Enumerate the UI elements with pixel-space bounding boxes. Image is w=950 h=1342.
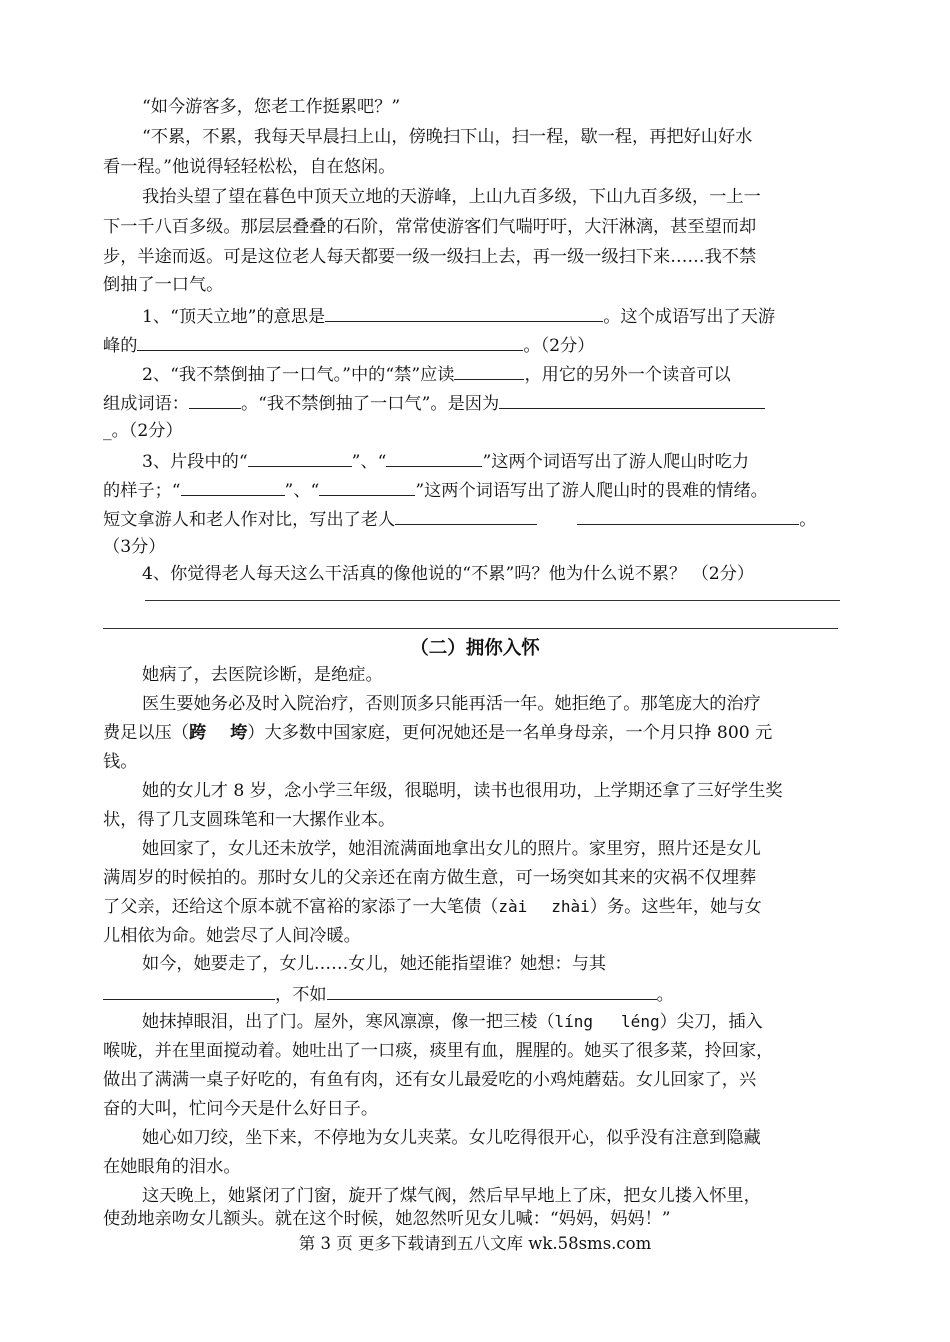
question-text: 峰的: [103, 336, 138, 356]
answer-blank[interactable]: [181, 478, 285, 496]
question-text: ”、“: [351, 452, 387, 472]
pinyin-option: léng: [621, 1012, 660, 1031]
passage-line: 下一千八百多级。那层层叠叠的石阶，常常使游客们气喘吁吁，大汗淋漓，甚至望而却: [103, 217, 757, 237]
question-text: ，用它的另外一个读音可以: [524, 365, 731, 385]
question-text: ”、“: [284, 481, 320, 501]
answer-blank[interactable]: [103, 982, 275, 1000]
question-text: 3、片段中的“: [142, 452, 248, 472]
question-text: 。“我不禁倒抽了一口气”。是因为: [240, 394, 500, 414]
passage-line: 她回家了，女儿还未放学，她泪流满面地拿出女儿的照片。家里穷，照片还是女儿: [142, 839, 761, 859]
passage-line: “不累，不累，我每天早晨扫上山，傍晚扫下山，扫一程，歇一程，再把好山好水: [142, 127, 753, 147]
passage-text: ）务。这些年，她与女: [589, 897, 762, 917]
question-2: [142, 362, 731, 386]
passage-line: 满周岁的时候拍的。那时女儿的父亲还在南方做生意，可一场突如其来的灾祸不仅埋葬: [103, 868, 757, 888]
passage-text: ，不如: [275, 985, 327, 1005]
question-text: 短文拿游人和老人作对比，写出了老人: [103, 510, 396, 530]
question-text: 的样子；“: [103, 481, 181, 501]
answer-blank[interactable]: [386, 449, 482, 467]
passage-text: ）尖刀，插入: [659, 1012, 763, 1032]
question-2-cont: [103, 391, 765, 415]
pinyin-option: zài: [498, 897, 528, 916]
option-word: 跨: [188, 723, 207, 743]
question-text: ”这两个词语写出了游人爬山时吃力: [482, 452, 750, 472]
passage-line: 这天晚上，她紧闭了门窗，旋开了煤气阀，然后早早地上了床，把女儿搂入怀里，: [142, 1186, 761, 1206]
passage-line: 步，半途而返。可是这位老人每天都要一级一级扫上去，再一级一级扫下来……我不禁: [103, 247, 757, 267]
question-text: 组成词语：: [103, 394, 189, 414]
answer-blank[interactable]: [189, 391, 241, 409]
question-3-cont: [103, 478, 768, 502]
passage-line: “如今游客多，您老工作挺累吧？”: [142, 97, 401, 117]
passage-text: ）大多数中国家庭，更何况她还是一名单身母亲，一个月只挣 800 元: [247, 723, 773, 743]
passage-line: 她病了，去医院诊断，是绝症。: [142, 665, 383, 685]
answer-blank[interactable]: [325, 304, 603, 322]
question-text: 1、“顶天立地”的意思是: [142, 307, 326, 327]
passage-line: 她心如刀绞，坐下来，不停地为女儿夹菜。女儿吃得很开心，似乎没有注意到隐藏: [142, 1128, 761, 1148]
answer-blank[interactable]: [248, 449, 352, 467]
passage-text: 了父亲，还给这个原本就不富裕的家添了一大笔债（: [103, 897, 499, 917]
option-word: 垮: [230, 723, 248, 743]
passage-line: 儿相依为命。她尝尽了人间冷暖。: [103, 926, 361, 946]
passage-text: 费足以压（: [103, 723, 189, 743]
page-footer: 第 3 页 更多下载请到五八文库 wk.58sms.com: [298, 1234, 652, 1253]
passage-text: 她抹掉眼泪，出了门。屋外，寒风凛凛，像一把三棱（: [142, 1012, 555, 1032]
answer-blank[interactable]: [319, 478, 415, 496]
question-1: [142, 304, 775, 328]
passage-text: 。: [656, 985, 674, 1005]
passage-line: 状，得了几支圆珠笔和一大摞作业本。: [103, 810, 396, 830]
section-title: （二）拥你入怀: [410, 638, 540, 659]
answer-blank[interactable]: [395, 507, 537, 525]
passage-line: [103, 982, 674, 1006]
passage-line: [142, 1011, 763, 1033]
question-text: 。这个成语写出了天游: [603, 307, 776, 327]
question-3-cont: [103, 507, 816, 531]
passage-line: 使劲地亲吻女儿额头。就在这个时候，她忽然听见女儿喊：“妈妈，妈妈！”: [103, 1209, 671, 1229]
passage-line: 倒抽了一口气。: [103, 275, 224, 295]
answer-line[interactable]: [145, 600, 840, 601]
question-text: 2、“我不禁倒抽了一口气。”中的“禁”应读: [142, 365, 455, 385]
answer-blank[interactable]: [499, 391, 765, 409]
pinyin-option: zhài: [551, 897, 590, 916]
pinyin-option: líng: [554, 1012, 594, 1031]
question-1-cont: [103, 333, 594, 357]
passage-line: 钱。: [103, 752, 138, 772]
answer-blank[interactable]: [137, 333, 523, 351]
answer-blank[interactable]: [454, 362, 524, 380]
passage-line: 喉咙，并在里面搅动着。她吐出了一口痰，痰里有血，腥腥的。她买了很多菜，拎回家，: [103, 1041, 774, 1061]
passage-line: 她的女儿才 8 岁，念小学三年级，很聪明，读书也很用功，上学期还拿了三好学生奖: [142, 781, 783, 801]
answer-blank[interactable]: [577, 507, 799, 525]
passage-line: 在她眼角的泪水。: [103, 1157, 241, 1177]
answer-line[interactable]: [103, 628, 838, 629]
question-2-cont: _。（2分）: [103, 421, 183, 441]
question-text: ”这两个词语写出了游人爬山时的畏难的情绪。: [415, 481, 768, 501]
passage-line: [103, 722, 772, 744]
passage-line: 做出了满满一桌子好吃的，有鱼有肉，还有女儿最爱吃的小鸡炖蘑菇。女儿回家了，兴: [103, 1070, 757, 1090]
question-3: [142, 449, 749, 473]
passage-line: [103, 896, 762, 918]
passage-line: 我抬头望了望在暮色中顶天立地的天游峰，上山九百多级，下山九百多级，一上一: [142, 187, 761, 207]
question-text: 。: [799, 510, 817, 530]
answer-blank[interactable]: [327, 982, 657, 1000]
question-text: 。（2分）: [523, 336, 595, 356]
passage-line: 奋的大叫，忙问今天是什么好日子。: [103, 1099, 379, 1119]
question-4: 4、你觉得老人每天这么干活真的像他说的“不累”吗？他为什么说不累？ （2分）: [142, 564, 755, 584]
passage-line: 如今，她要走了，女儿……女儿，她还能指望谁？她想：与其: [142, 954, 607, 974]
passage-line: 看一程。”他说得轻轻松松，自在悠闲。: [103, 157, 396, 177]
question-3-cont: （3分）: [103, 537, 166, 557]
passage-line: 医生要她务必及时入院治疗，否则顶多只能再活一年。她拒绝了。那笔庞大的治疗: [142, 694, 761, 714]
